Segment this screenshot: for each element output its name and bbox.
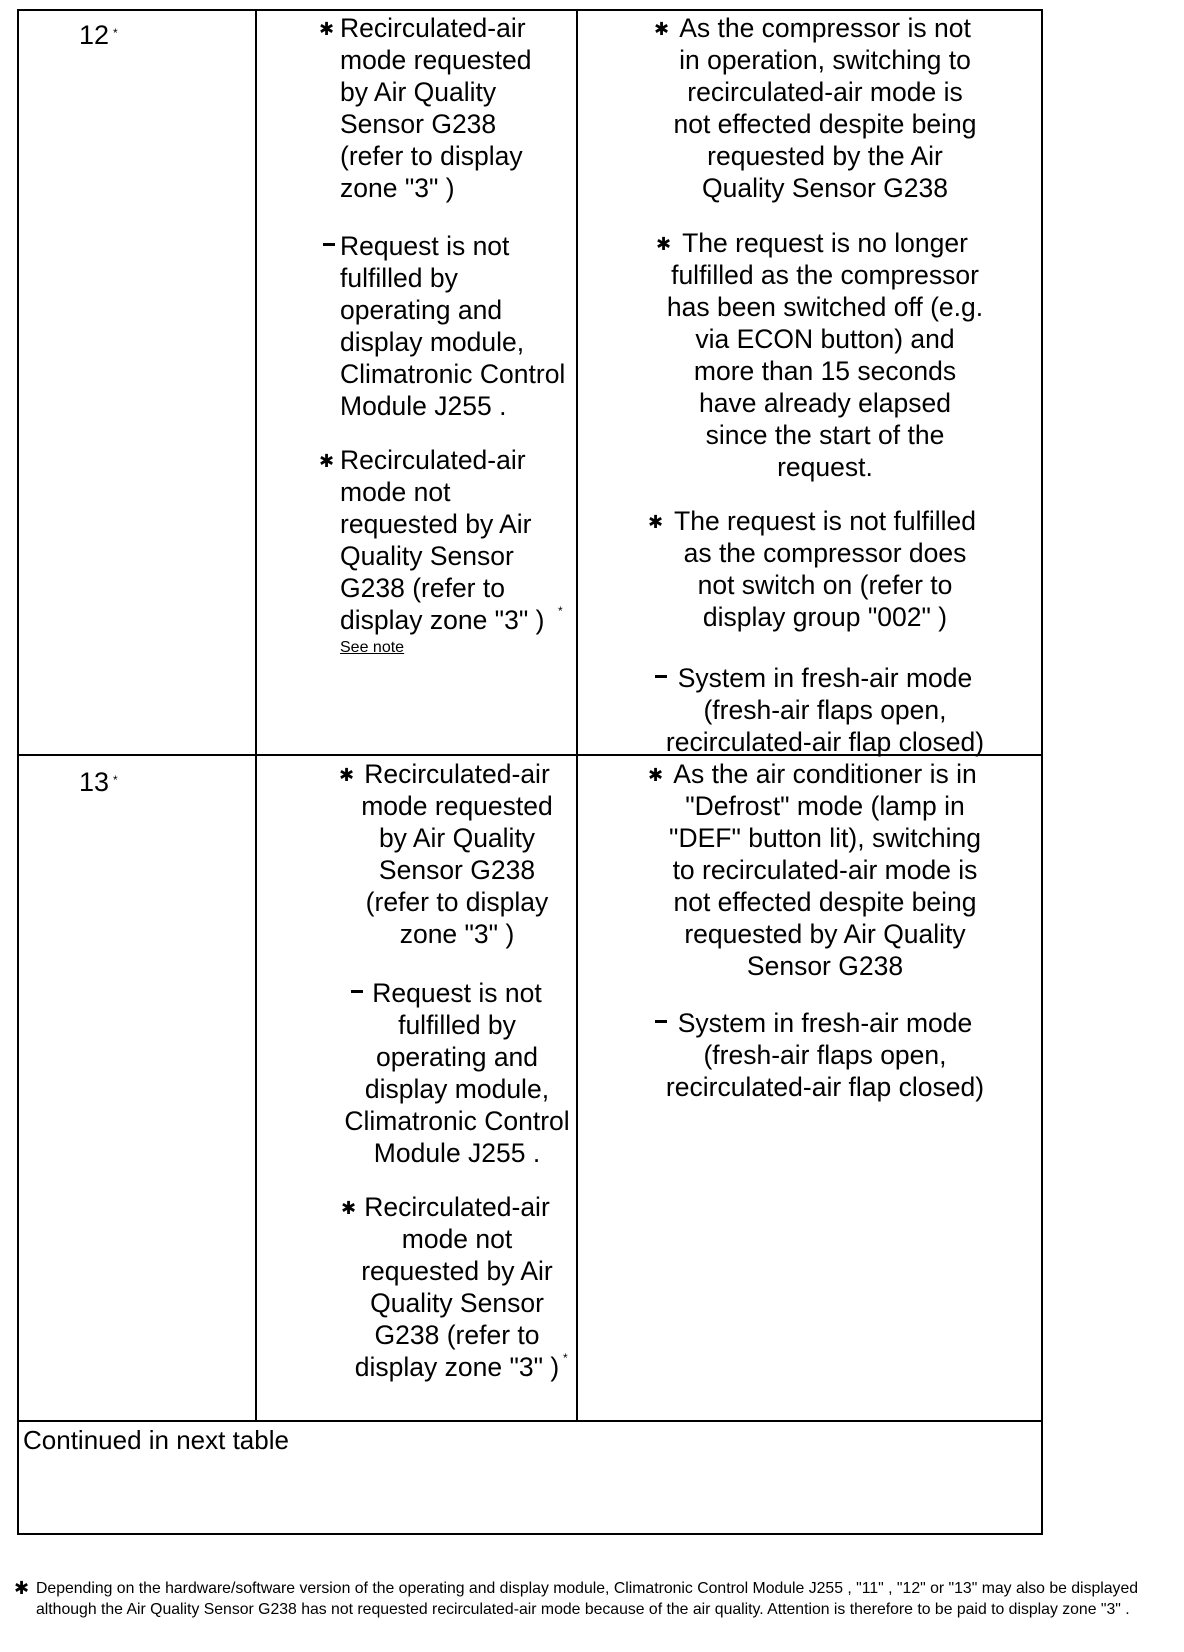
continued-note: Continued in next table xyxy=(23,1425,289,1455)
star-bullet-icon: ✱ xyxy=(648,765,664,785)
condition-text: Recirculated-air mode requested by Air Quality Sensor G238 (refer to display zone "3" ) xyxy=(340,13,532,203)
diagnosis-text: System in fresh-air mode (fresh-air flaps open, recirculated-air flap closed) xyxy=(665,663,985,757)
condition-text: Recirculated-air mode not requested by Air Quality Sensor G238 (refer to display zone "3" ) xyxy=(340,445,545,635)
diagnosis-text: The request is no longer fulfilled as the compressor has been switched off (e.g. via ECON button) and more than 15 seconds have already elapsed since the start of the request. xyxy=(666,228,984,482)
footnote-marker: * xyxy=(113,26,118,40)
diagnosis-text: As the compressor is not in operation, switching to recirculated-air mode is not effected despite being requested by the Air Quality Sensor G238 xyxy=(673,13,977,203)
dash-bullet-icon xyxy=(323,243,335,246)
star-bullet-icon: ✱ xyxy=(654,19,670,39)
row-number-12 xyxy=(79,19,118,51)
diagnosis-text: As the air conditioner is in "Defrost" mode (lamp in "DEF" button lit), switching to recirculated-air mode is not effected despite being requested by Air Quality Sensor G238 xyxy=(669,759,981,981)
see-note-link[interactable]: See note xyxy=(340,639,405,656)
footnote-marker: * xyxy=(113,773,118,787)
star-bullet-icon: ✱ xyxy=(319,451,335,471)
row-number: 12 xyxy=(79,20,110,50)
footnote-marker: * xyxy=(558,604,563,618)
diagnosis-text: System in fresh-air mode (fresh-air flaps open, recirculated-air flap closed) xyxy=(665,1008,985,1102)
condition-text: Recirculated-air mode not requested by Air Quality Sensor G238 (refer to display zone "3" ) xyxy=(354,1192,560,1382)
star-bullet-icon: ✱ xyxy=(319,19,335,39)
condition-text: Recirculated-air mode requested by Air Quality Sensor G238 (refer to display zone "3" ) xyxy=(361,759,553,949)
star-bullet-icon: ✱ xyxy=(341,1198,357,1218)
star-bullet-icon: ✱ xyxy=(339,765,355,785)
footnote-text: Depending on the hardware/software version of the operating and display module, Climatronic Control Module J255 , "11" , "12" or "13" may also be displayed although the Air Quality Sensor G238 has not requested recirculated-air mode because of the air quality. Attention is therefore to be paid to display zone "3" . xyxy=(36,1580,1139,1618)
condition-text: Request is not fulfilled by operating and display module, Climatronic Control Module J255 . xyxy=(340,231,566,421)
procedure-table xyxy=(17,9,1043,1535)
footnote-star-icon: ✱ xyxy=(14,1578,30,1598)
row-separator xyxy=(19,1420,1041,1422)
row-number: 13 xyxy=(79,767,110,797)
column-separator xyxy=(255,11,257,1420)
column-separator xyxy=(576,11,578,1420)
star-bullet-icon: ✱ xyxy=(648,512,664,532)
diagnosis-text: The request is not fulfilled as the compressor does not switch on (refer to display group "002" ) xyxy=(674,506,976,632)
footnote-marker: * xyxy=(563,1351,568,1365)
star-bullet-icon: ✱ xyxy=(656,234,672,254)
condition-text: Request is not fulfilled by operating and display module, Climatronic Control Module J255 . xyxy=(344,978,570,1168)
row-number-13 xyxy=(79,766,118,798)
